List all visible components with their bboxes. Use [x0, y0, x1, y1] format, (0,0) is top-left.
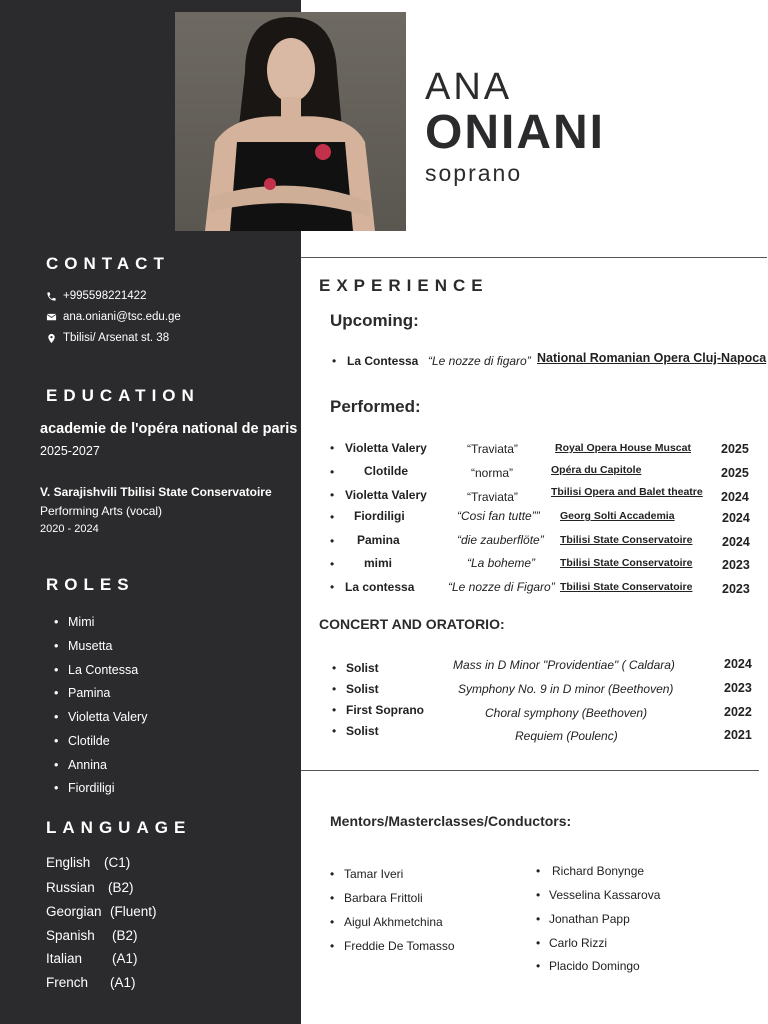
bullet: •	[330, 534, 335, 548]
bullet: •	[330, 510, 335, 524]
bullet: •	[330, 867, 335, 881]
role-item: • La Contessa	[68, 663, 138, 677]
performed-year: 2024	[721, 490, 749, 504]
language-name: Spanish	[46, 928, 95, 943]
bullet: •	[332, 682, 337, 696]
location-icon	[46, 333, 57, 344]
education-field-2: Performing Arts (vocal)	[40, 504, 163, 518]
language-level: (C1)	[104, 855, 131, 870]
portrait-image	[175, 12, 406, 231]
language-name: Russian	[46, 880, 95, 895]
mail-icon	[46, 312, 57, 323]
bullet: •	[330, 465, 335, 479]
bullet: •	[332, 724, 337, 738]
mentor-item: Carlo Rizzi	[549, 936, 608, 950]
mentors-heading: Mentors/Masterclasses/Conductors:	[330, 813, 572, 829]
language-name: Italian	[46, 951, 83, 966]
concert-year: 2021	[724, 728, 752, 742]
bullet: •	[536, 912, 541, 926]
performed-year: 2024	[722, 535, 750, 549]
performed-opera: “norma”	[471, 466, 514, 480]
language-level: (A1)	[110, 975, 136, 990]
mentor-item: Vesselina Kassarova	[549, 888, 661, 902]
phone-icon	[46, 291, 57, 302]
performed-year: 2023	[722, 582, 750, 596]
mentor-item: Placido Domingo	[549, 959, 640, 973]
role-item: • Mimi	[68, 615, 94, 629]
mentor-item: Tamar Iveri	[344, 867, 404, 881]
language-level: (B2)	[112, 928, 138, 943]
concert-year: 2024	[724, 657, 752, 671]
mentor-item: Richard Bonynge	[552, 864, 645, 878]
mentor-item: Freddie De Tomasso	[344, 939, 455, 953]
contact-phone	[46, 290, 146, 302]
bullet: •	[330, 488, 335, 502]
role-item: • Clotilde	[68, 734, 110, 748]
education-school-2: V. Sarajishvili Tbilisi State Conservatoire	[40, 485, 272, 499]
mentor-item: Barbara Frittoli	[344, 891, 423, 905]
bullet: •	[330, 580, 335, 594]
bullet: •	[330, 915, 335, 929]
education-years-2: 2020 - 2024	[40, 523, 99, 535]
performed-venue: Royal Opera House Muscat	[555, 442, 691, 454]
language-item	[46, 904, 157, 919]
performed-venue: Tbilisi State Conservatoire	[560, 534, 693, 546]
concert-work: Mass in D Minor "Providentiae" ( Caldara)	[453, 658, 675, 672]
bullet: •	[536, 864, 541, 878]
performed-role: Violetta Valery	[345, 441, 427, 455]
language-item	[46, 975, 136, 990]
concert-role: Solist	[346, 682, 379, 696]
contact-address	[46, 332, 169, 344]
education-heading: EDUCATION	[46, 386, 200, 405]
language-item	[46, 951, 138, 966]
performed-opera: “La boheme”	[467, 556, 536, 570]
performed-role: Clotilde	[364, 464, 408, 478]
contact-email	[46, 311, 181, 323]
language-heading: LANGUAGE	[46, 818, 192, 837]
upcoming-heading: Upcoming:	[330, 311, 419, 330]
concert-role: Solist	[346, 661, 379, 675]
divider	[301, 770, 759, 771]
divider	[301, 257, 767, 258]
language-item	[46, 928, 138, 943]
bullet: •	[332, 661, 337, 675]
phone-text: +995598221422	[63, 290, 147, 302]
concert-work: Choral symphony (Beethoven)	[485, 706, 648, 720]
concert-year: 2022	[724, 705, 752, 719]
upcoming-role: La Contessa	[347, 354, 419, 368]
performed-role: mimi	[364, 556, 393, 570]
last-name: ONIANI	[425, 106, 605, 159]
email-text: ana.oniani@tsc.edu.ge	[63, 311, 181, 323]
bullet: •	[330, 939, 335, 953]
language-name: Georgian	[46, 904, 102, 919]
concert-work: Requiem (Poulenc)	[515, 729, 618, 743]
performed-role: La contessa	[345, 580, 415, 594]
performed-year: 2025	[721, 466, 749, 480]
role-item: • Fiordiligi	[68, 781, 115, 795]
mentor-item: Aigul Akhmetchina	[344, 915, 443, 929]
bullet: •	[332, 703, 337, 717]
language-item	[46, 855, 131, 870]
experience-heading: EXPERIENCE	[319, 276, 489, 295]
role-item: • Musetta	[68, 639, 112, 653]
contact-heading: CONTACT	[46, 254, 170, 273]
performed-heading: Performed:	[330, 397, 421, 416]
first-name: ANA	[425, 66, 513, 108]
performed-venue: Tbilisi State Conservatoire	[560, 557, 693, 569]
performed-opera: “die zauberflöte”	[457, 533, 544, 547]
role-item: • Annina	[68, 758, 107, 772]
concert-role: Solist	[346, 724, 379, 738]
concert-year: 2023	[724, 681, 752, 695]
bullet: •	[536, 936, 541, 950]
performed-opera: “Traviata”	[467, 490, 518, 504]
performed-year: 2025	[721, 442, 749, 456]
bullet: •	[332, 354, 337, 368]
upcoming-venue: National Romanian Opera Cluj-Napoca	[537, 351, 767, 365]
bullet: •	[330, 557, 335, 571]
performed-year: 2024	[722, 511, 750, 525]
language-name: French	[46, 975, 89, 990]
bullet: •	[330, 441, 335, 455]
roles-heading: ROLES	[46, 575, 135, 594]
upcoming-opera: “Le nozze di figaro”	[428, 354, 531, 368]
concert-work: Symphony No. 9 in D minor (Beethoven)	[458, 682, 674, 696]
mentor-item: Jonathan Papp	[549, 912, 630, 926]
performed-role: Violetta Valery	[345, 488, 427, 502]
language-level: (Fluent)	[110, 904, 157, 919]
performed-role: Fiordiligi	[354, 509, 405, 523]
bullet: •	[536, 888, 541, 902]
performed-opera: “Traviata”	[467, 442, 518, 456]
bullet: •	[330, 891, 335, 905]
performed-year: 2023	[722, 558, 750, 572]
performed-opera: “Le nozze di Figaro”	[448, 580, 555, 594]
language-level: (B2)	[108, 880, 134, 895]
performed-opera: “Cosi fan tutte””	[457, 509, 540, 523]
portrait-photo	[175, 12, 406, 231]
performed-venue: Tbilisi Opera and Balet theatre	[551, 486, 703, 498]
performed-role: Pamina	[357, 533, 400, 547]
role-item: • Pamina	[68, 686, 110, 700]
education-years-1: 2025-2027	[40, 444, 100, 458]
performed-venue: Tbilisi State Conservatoire	[560, 581, 693, 593]
bullet: •	[536, 959, 541, 973]
education-school-1: academie de l'opéra national de paris	[40, 421, 298, 437]
role-item: • Violetta Valery	[68, 710, 147, 724]
concert-heading: CONCERT AND ORATORIO:	[319, 616, 505, 632]
performed-venue: Georg Solti Accademia	[560, 510, 675, 522]
voice-type: soprano	[425, 160, 523, 186]
performed-venue: Opéra du Capitole	[551, 464, 642, 476]
concert-role: First Soprano	[346, 703, 425, 717]
language-level: (A1)	[112, 951, 138, 966]
language-item	[46, 880, 134, 895]
language-name: English	[46, 855, 91, 870]
address-text: Tbilisi/ Arsenat st. 38	[63, 332, 170, 344]
